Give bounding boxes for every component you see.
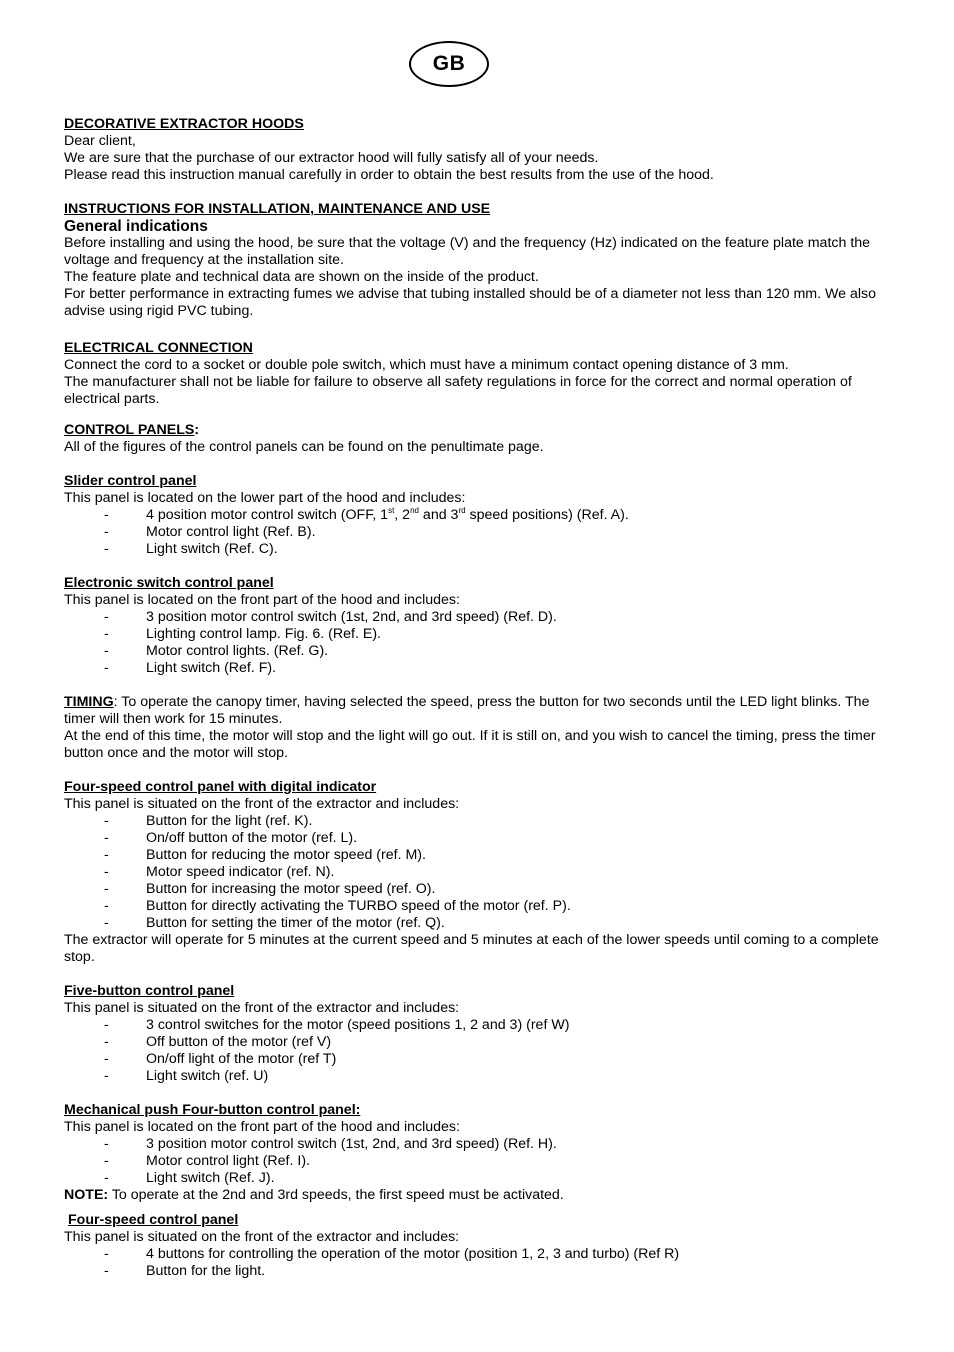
intro-line: We are sure that the purchase of our extractor hood will fully satisfy all of your needs. (64, 150, 599, 166)
panels-title: CONTROL PANELS (64, 422, 195, 438)
list-item: - Button for the light. (104, 1263, 266, 1279)
document-content (64, 116, 892, 1280)
install-title: INSTRUCTIONS FOR INSTALLATION, MAINTENANCE AND USE (64, 201, 491, 217)
electronic-title: Electronic switch control panel (64, 575, 274, 591)
list-item: - On/off light of the motor (ref T) (104, 1051, 337, 1067)
install-line: Before installing and using the hood, be sure that the voltage (V) and the frequency (Hz) indicated on the feature plate match the voltage and frequency at the installation site. (64, 235, 871, 268)
list-item: - Off button of the motor (ref V) (104, 1034, 332, 1050)
electrical-title: ELECTRICAL CONNECTION (64, 340, 253, 356)
mechanical-note: NOTE: To operate at the 2nd and 3rd speeds, the first speed must be activated. (64, 1187, 564, 1203)
panels-title-line (64, 422, 892, 439)
list-item: - Motor speed indicator (ref. N). (104, 864, 335, 880)
timing-label: TIMING (64, 694, 114, 710)
fourspeed-title: Four-speed control panel (68, 1212, 239, 1228)
slider-list (64, 507, 892, 558)
fourdigital-outro: The extractor will operate for 5 minutes at the current speed and 5 minutes at each of the lower speeds until coming to a complete stop. (64, 932, 879, 965)
slider-title: Slider control panel (64, 473, 197, 489)
timing-paragraph-2: At the end of this time, the motor will stop and the light will go out. If it is still on, and you wish to cancel the timing, press the timer button once and the motor will stop. (64, 728, 876, 761)
list-item: - Button for the light (ref. K). (104, 813, 313, 829)
language-badge: GB (409, 41, 489, 87)
list-item: - Light switch (Ref. J). (104, 1170, 275, 1186)
list-item: - 3 position motor control switch (1st, 2nd, and 3rd speed) (Ref. H). (104, 1136, 557, 1152)
list-item: - 4 buttons for controlling the operation of the motor (position 1, 2, 3 and turbo) (Ref R) (104, 1246, 680, 1262)
list-item: - On/off button of the motor (ref. L). (104, 830, 358, 846)
list-item: - Motor control lights. (Ref. G). (104, 643, 329, 659)
list-item: - 4 position motor control switch (OFF, 1st, 2nd and 3rd speed positions) (Ref. A). (104, 506, 629, 523)
fivebutton-list (64, 1017, 892, 1085)
intro-title: DECORATIVE EXTRACTOR HOODS (64, 116, 304, 132)
mechanical-intro: This panel is located on the front part of the hood and includes: (64, 1119, 460, 1135)
mechanical-list (64, 1136, 892, 1187)
list-item: - Button for reducing the motor speed (ref. M). (104, 847, 426, 863)
list-item: - Motor control light (Ref. B). (104, 524, 316, 540)
mechanical-title: Mechanical push Four-button control panel: (64, 1102, 361, 1118)
list-item: - Lighting control lamp. Fig. 6. (Ref. E). (104, 626, 381, 642)
list-item: - Light switch (Ref. F). (104, 660, 277, 676)
list-item: - Button for directly activating the TURBO speed of the motor (ref. P). (104, 898, 571, 914)
fivebutton-intro: This panel is situated on the front of the extractor and includes: (64, 1000, 460, 1016)
slider-intro: This panel is located on the lower part of the hood and includes: (64, 490, 466, 506)
fourspeed-title-line (64, 1212, 892, 1229)
electronic-intro: This panel is located on the front part of the hood and includes: (64, 592, 460, 608)
fourdigital-title: Four-speed control panel with digital indicator (64, 779, 377, 795)
install-subtitle: General indications (64, 218, 208, 235)
list-item: - 3 control switches for the motor (speed positions 1, 2 and 3) (ref W) (104, 1017, 570, 1033)
fourdigital-intro: This panel is situated on the front of the extractor and includes: (64, 796, 460, 812)
list-item: - Light switch (Ref. C). (104, 541, 278, 557)
list-item: - Button for increasing the motor speed (ref. O). (104, 881, 436, 897)
install-line: The feature plate and technical data are shown on the inside of the product. (64, 269, 539, 285)
intro-line: Dear client, (64, 133, 136, 149)
list-item: - 3 position motor control switch (1st, 2nd, and 3rd speed) (Ref. D). (104, 609, 557, 625)
electrical-line: The manufacturer shall not be liable for failure to observe all safety regulations in force for the correct and normal operation of electrical parts. (64, 374, 852, 407)
fourspeed-list (64, 1246, 892, 1280)
electronic-list (64, 609, 892, 677)
list-item: - Light switch (ref. U) (104, 1068, 269, 1084)
intro-line: Please read this instruction manual carefully in order to obtain the best results from the use of the hood. (64, 167, 714, 183)
timing-paragraph: TIMING: To operate the canopy timer, having selected the speed, press the button for two seconds until the LED light blinks. The timer will then work for 15 minutes. (64, 694, 870, 727)
list-item: - Button for setting the timer of the motor (ref. Q). (104, 915, 445, 931)
panels-title-colon: : (194, 422, 200, 438)
fourdigital-list (64, 813, 892, 932)
panels-line: All of the figures of the control panels can be found on the penultimate page. (64, 439, 544, 455)
list-item: - Motor control light (Ref. I). (104, 1153, 310, 1169)
electrical-line: Connect the cord to a socket or double pole switch, which must have a minimum contact opening distance of 3 mm. (64, 357, 789, 373)
note-label: NOTE: (64, 1187, 109, 1203)
fivebutton-title: Five-button control panel (64, 983, 235, 999)
fourspeed-intro: This panel is situated on the front of the extractor and includes: (64, 1229, 460, 1245)
install-line: For better performance in extracting fumes we advise that tubing installed should be of a diameter not less than 120 mm. We also advise using rigid PVC tubing. (64, 286, 877, 319)
